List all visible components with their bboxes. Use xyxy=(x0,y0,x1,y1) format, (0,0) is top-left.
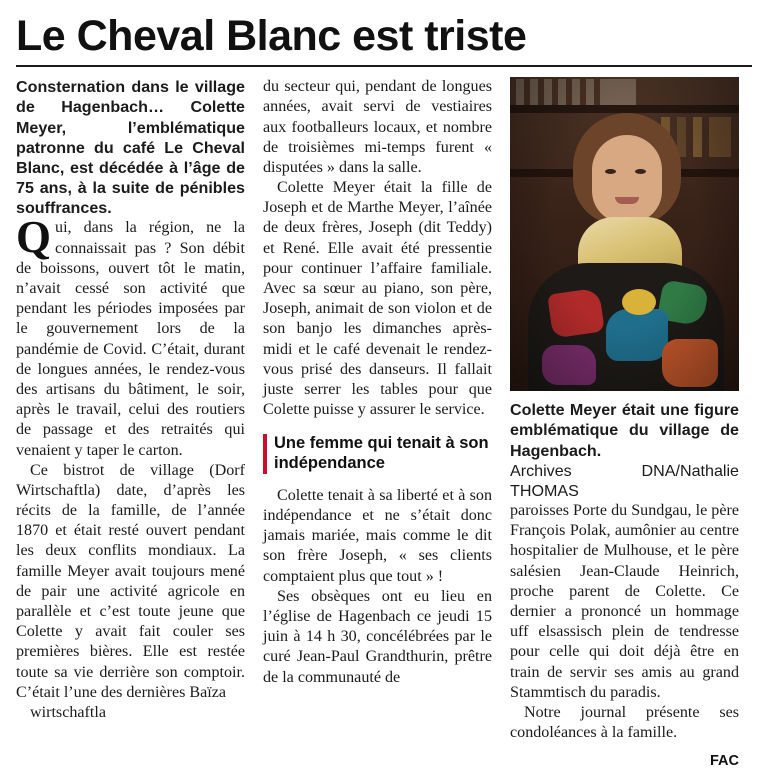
drop-cap: Q xyxy=(16,212,52,263)
column-one-paragraph-3: wirtschaftla xyxy=(30,703,106,721)
column-one xyxy=(16,77,245,723)
article-signature: FAC xyxy=(710,753,739,770)
column-one-paragraph-2: Ce bistrot de village (Dorf Wirtschaftla) date, d’après les récits de la famille, de l’année 1870 et était resté ouvert pendant les deux conflits mondiaux. La famille Meyer avait toujours mené de pair une activité agricole en parallèle et c’est toute jeune que Colette y avait fait couler ses premières bières. Elle est restée toute sa vie derrière son comptoir. C’était l’une des dernières Baïza xyxy=(16,461,245,701)
headline-divider xyxy=(16,65,752,67)
subheading-text: Une femme qui tenait à son indépendance xyxy=(274,434,489,473)
article-lede: Consternation dans le village de Hagenbach… Colette Meyer, l’emblématique patronne du café Le Cheval Blanc, est décédée à l’âge de 75 ans, à la suite de pénibles souffrances. xyxy=(16,78,245,218)
column-three xyxy=(510,77,739,769)
column-one-paragraph-1 xyxy=(16,212,245,460)
article-columns xyxy=(0,77,768,769)
subheading-accent-bar xyxy=(263,434,267,474)
section-subheading xyxy=(263,434,492,474)
column-two-paragraph-4: Ses obsèques ont eu lieu en l’église de Hagenbach ce jeudi 15 juin à 14 h 30, concélébrées par le curé Jean-Paul Grandthurin, prêtre de la communauté de xyxy=(263,587,492,686)
column-two-paragraph-3: Colette tenait à sa liberté et à son indépendance et ne s’était donc jamais mariée, mais comme le dit son frère Joseph, « ses clients comptaient plus que tout » ! xyxy=(263,486,492,585)
column-one-paragraph-1-text: ui, dans la région, ne la connaissait pas ? Son débit de boissons, ouvert tôt le matin, n’avait cessé son activité que pendant les périodes imposées par le gouvernement lors de la pandémie de Covid. C’était, durant de longues années, le rendez-vous des artisans du bâtiment, le soir, après le travail, celui des routiers de passage et des retraités qui venaient y taper le carton. xyxy=(16,219,245,459)
column-two-paragraph-2: Colette Meyer était la fille de Joseph et de Marthe Meyer, l’aînée de deux frères, Joseph (dit Teddy) et René. Elle avait été pressentie pour continuer l’affaire familiale. Avec sa sœur au piano, son père, Joseph, animait de son violon et de son banjo les dimanches après-midi et le café devenait le rendez-vous prisé des danseurs. Il fallait juste serrer les tables pour que Colette puisse y assurer le service. xyxy=(263,179,492,419)
column-two xyxy=(263,77,492,688)
photo-caption: Colette Meyer était une figure emblématique du village de Hagenbach. xyxy=(510,401,739,460)
photo-credit: Archives DNA/Nathalie THOMAS xyxy=(510,461,739,500)
page-title: Le Cheval Blanc est triste xyxy=(16,12,527,60)
column-three-paragraph-2: Notre journal présente ses condoléances à la famille. xyxy=(510,703,739,742)
photo-vignette xyxy=(510,77,739,391)
article-photo xyxy=(510,77,739,391)
column-two-paragraph-1: du secteur qui, pendant de longues années, avait servi de vestiaires aux footballeurs locaux, et nombre de troisièmes mi-temps furent « disputées » dans la salle. xyxy=(263,78,492,176)
column-three-paragraph-1: paroisses Porte du Sundgau, le père François Polak, aumônier au centre hospitalier de Mulhouse, et le père salésien Jean-Claude Heinrich, proche parent de Colette. Ce dernier a prononcé un hommage uff elsassisch plein de tendresse pour celle qui doit déjà être en train de servir ses amis au grand Stammtisch du paradis. xyxy=(510,502,739,701)
